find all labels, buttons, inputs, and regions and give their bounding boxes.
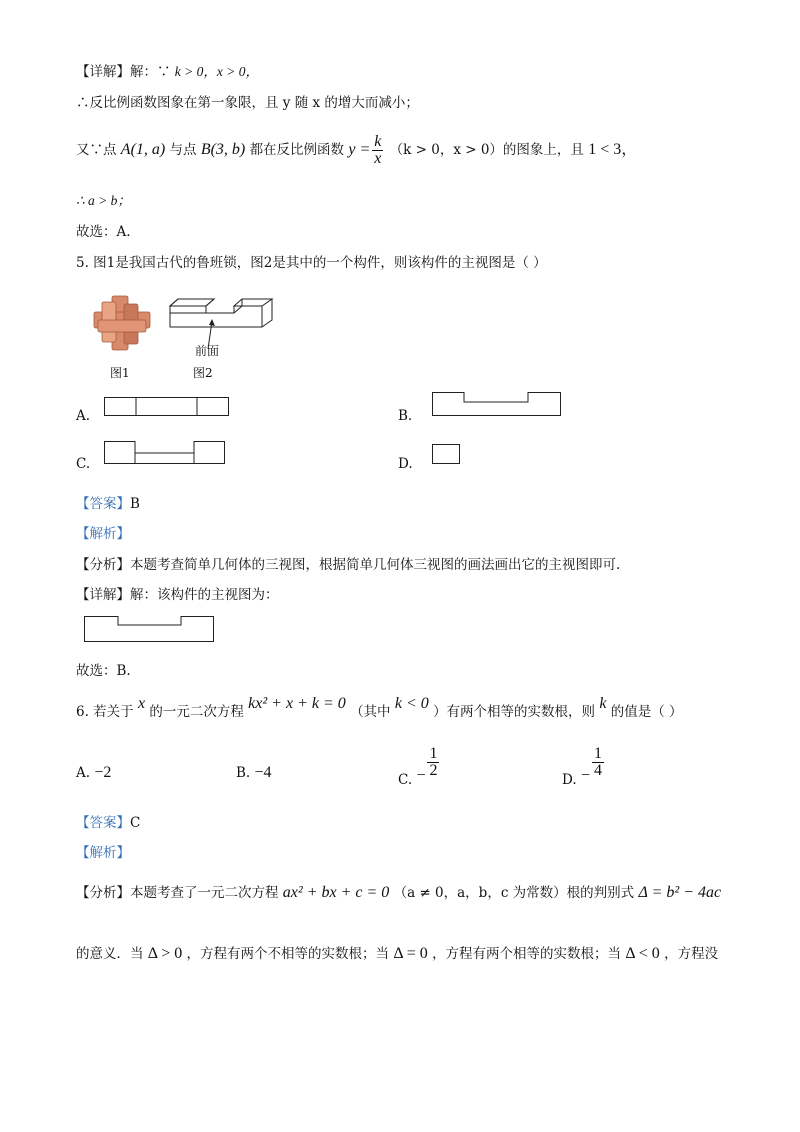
- point-a: A(1, a): [120, 141, 166, 158]
- text: ，方程没: [664, 946, 719, 962]
- fenxi-tag: 【分析】: [76, 885, 130, 901]
- detail-text: 解：该构件的主视图为：: [130, 587, 279, 603]
- fraction-numerator: 1: [429, 745, 438, 762]
- func-lhs: y =: [348, 141, 371, 158]
- option-value: −2: [94, 764, 112, 781]
- option-label: A.: [76, 765, 91, 781]
- func-fraction: [372, 134, 383, 167]
- q4-line4: ∴ a > b；: [76, 193, 131, 208]
- q5-fenxi-line: [76, 556, 620, 574]
- detail-tag: 【详解】: [76, 64, 130, 80]
- text: 与点: [169, 142, 197, 158]
- fenxi-tag: 【分析】: [76, 557, 130, 573]
- text: 6. 若关于: [76, 704, 134, 720]
- condition: k < 0: [394, 695, 429, 712]
- fraction-denominator: 4: [593, 762, 602, 779]
- q5-analysis-tag: 【解析】: [76, 526, 130, 542]
- q6-answer-line: [76, 814, 140, 832]
- discriminant: Δ = b² − 4ac: [638, 884, 722, 901]
- fraction-numerator: 1: [593, 745, 602, 762]
- detail-text: 解：∵: [130, 64, 171, 80]
- text: 的一元二次方程: [149, 704, 244, 720]
- fig1-label: 图1: [110, 366, 130, 380]
- q6-option-a[interactable]: [76, 764, 111, 782]
- option-fraction: [592, 746, 604, 779]
- text: （k > 0，x > 0）的图象上，且: [389, 142, 584, 158]
- point-b: B(3, b): [200, 141, 246, 158]
- text: ，方程有两个不相等的实数根；当: [186, 946, 390, 962]
- q6-last-line: [76, 945, 718, 963]
- q5-choice: 故选：B.: [76, 663, 131, 679]
- q5-option-b-label[interactable]: B.: [398, 408, 413, 424]
- minus-sign: −: [416, 767, 426, 784]
- condition: k > 0，x > 0，: [174, 64, 260, 79]
- fraction-denominator: 2: [429, 762, 438, 779]
- q6-fenxi-line: [76, 884, 721, 902]
- condition: Δ > 0: [147, 945, 183, 962]
- q6-option-d[interactable]: [562, 745, 606, 788]
- text: 都在反比例函数: [249, 142, 345, 158]
- q5-answer-line: [76, 495, 140, 513]
- text: ）有两个相等的实数根，则: [433, 704, 596, 720]
- condition: Δ = 0: [393, 945, 428, 962]
- option-b-figure[interactable]: [432, 392, 562, 418]
- var-x: x: [137, 695, 146, 712]
- minus-sign: −: [580, 767, 590, 784]
- q4-line2: ∴反比例函数图象在第一象限，且 y 随 x 的增大而减小；: [76, 95, 419, 111]
- text: 的意义．当: [76, 946, 144, 962]
- fraction-denominator: x: [374, 150, 382, 167]
- option-label: D.: [562, 772, 577, 788]
- option-c-figure[interactable]: [104, 441, 226, 465]
- q4-choice: 故选：A.: [76, 224, 131, 240]
- q6-stem: [76, 695, 683, 721]
- answer-tag: 【答案】: [76, 815, 130, 831]
- var-k: k: [599, 695, 607, 712]
- answer-value: B: [130, 496, 140, 512]
- text: 的值是（ ）: [610, 704, 683, 720]
- q5-option-d-label[interactable]: D.: [398, 456, 413, 472]
- q5-option-a-label[interactable]: A.: [76, 408, 91, 424]
- q4-line3: [76, 134, 637, 167]
- text: （a ≠ 0，a，b，c 为常数）根的判别式: [393, 885, 635, 901]
- q6-option-c[interactable]: [398, 745, 441, 788]
- answer-value: C: [130, 815, 141, 831]
- fenxi-text: 本题考查简单几何体的三视图，根据简单几何体三视图的画法画出它的主视图即可.: [130, 557, 621, 573]
- text: ，方程有两个相等的实数根；当: [432, 946, 622, 962]
- component-figure: [168, 297, 278, 357]
- inequality: 1 < 3，: [588, 141, 638, 158]
- front-label: 前面: [195, 344, 220, 358]
- option-label: B.: [236, 765, 251, 781]
- q6-option-b[interactable]: [236, 764, 272, 782]
- answer-tag: 【答案】: [76, 496, 130, 512]
- option-value: −4: [254, 764, 272, 781]
- text: 本题考查了一元二次方程: [130, 885, 279, 901]
- text: （其中: [350, 704, 391, 720]
- option-d-figure[interactable]: [432, 444, 462, 466]
- equation: kx² + x + k = 0: [248, 695, 346, 712]
- q6-analysis-tag: 【解析】: [76, 845, 130, 861]
- q5-option-c-label[interactable]: C.: [76, 456, 91, 472]
- option-label: C.: [398, 772, 413, 788]
- text: 又∵点: [76, 142, 117, 158]
- equation: ax² + bx + c = 0: [282, 884, 390, 901]
- option-a-figure[interactable]: [104, 396, 230, 418]
- fig2-label: 图2: [193, 366, 213, 380]
- option-fraction: [427, 746, 439, 779]
- q5-detail-line: [76, 586, 279, 604]
- detail-tag: 【详解】: [76, 587, 130, 603]
- q4-detail-line: [76, 63, 259, 81]
- front-view-figure: [84, 616, 216, 644]
- fraction-numerator: k: [374, 133, 382, 150]
- condition: Δ < 0: [625, 945, 660, 962]
- q5-stem: 5. 图1是我国古代的鲁班锁，图2是其中的一个构件，则该构件的主视图是（ ）: [76, 255, 547, 271]
- luban-lock-figure: [88, 294, 158, 354]
